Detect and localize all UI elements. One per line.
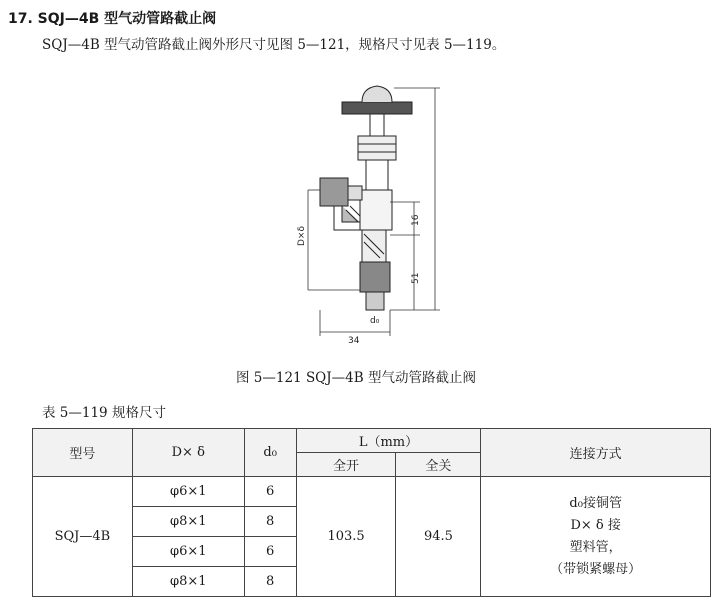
dim-d-delta: D×δ: [297, 226, 307, 246]
cell-d0: 6: [244, 537, 296, 567]
table-row: [33, 477, 711, 507]
cell-d-delta: φ6×1: [132, 537, 244, 567]
cell-d-delta: φ8×1: [132, 507, 244, 537]
intro-text: SQJ—4B 型气动管路截止阀外形尺寸见图 5—121，规格尺寸见表 5—119。: [42, 37, 506, 53]
header-connection: 连接方式: [481, 429, 711, 477]
cell-d-delta: φ8×1: [132, 567, 244, 597]
dim-34: 34: [348, 336, 360, 346]
valve-drawing: [290, 70, 460, 350]
cell-d0: 8: [244, 507, 296, 537]
header-L: L（mm）: [296, 429, 481, 453]
dim-51: 51: [411, 272, 421, 284]
connection-line: 塑料管，: [569, 539, 622, 555]
cell-L-close: 94.5: [396, 477, 481, 597]
spec-table: [32, 428, 711, 597]
header-d0: d₀: [244, 429, 296, 477]
section-heading: 17. SQJ—4B 型气动管路截止阀: [8, 11, 217, 27]
figure-caption: 图 5—121 SQJ—4B 型气动管路截止阀: [236, 370, 476, 386]
header-model: 型号: [33, 429, 133, 477]
cell-d0: 6: [244, 477, 296, 507]
table-title: 表 5—119 规格尺寸: [42, 405, 166, 421]
cell-d-delta: φ6×1: [132, 477, 244, 507]
connection-line: （带锁紧螺母）: [550, 561, 642, 577]
cell-model: SQJ—4B: [33, 477, 133, 597]
cell-L-open: 103.5: [296, 477, 396, 597]
dim-d0: d₀: [370, 316, 380, 326]
header-full-open: 全开: [296, 453, 396, 477]
header-d-delta: D× δ: [132, 429, 244, 477]
cell-d0: 8: [244, 567, 296, 597]
header-full-close: 全关: [396, 453, 481, 477]
cell-connection: [481, 477, 711, 597]
connection-line: D× δ 接: [570, 517, 621, 533]
connection-line: d₀接铜管: [569, 495, 622, 511]
dim-16: 16: [411, 214, 421, 226]
handwheel-shape: [342, 102, 412, 114]
